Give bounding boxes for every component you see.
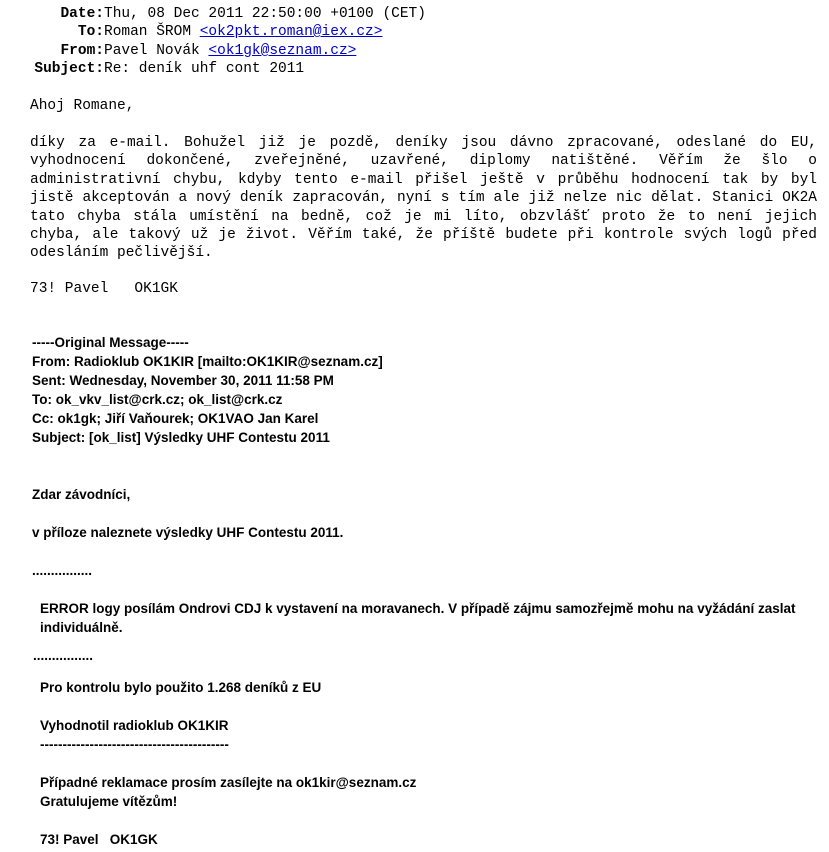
original-intro: v příloze naleznete výsledky UHF Contestu 2011. bbox=[32, 525, 344, 540]
reply-signature: 73! Pavel OK1GK bbox=[30, 281, 178, 297]
original-subject: Subject: [ok_list] Výsledky UHF Contestu 2011 bbox=[32, 430, 330, 445]
header-to-row bbox=[0, 23, 382, 41]
original-cc: Cc: ok1gk; Jiří Vaňourek; OK1VAO Jan Karel bbox=[32, 411, 319, 426]
control-line: Pro kontrolu bylo použito 1.268 deníků z EU bbox=[40, 680, 322, 695]
date-value: Thu, 08 Dec 2011 22:50:00 +0100 (CET) bbox=[104, 6, 426, 22]
original-sent: Sent: Wednesday, November 30, 2011 11:58 PM bbox=[32, 373, 334, 388]
evaluated-line: Vyhodnotil radioklub OK1KIR bbox=[40, 718, 229, 733]
to-email-link[interactable]: <ok2pkt.roman@iex.cz> bbox=[199, 24, 383, 40]
congrats-line: Gratulujeme vítězům! bbox=[40, 794, 178, 809]
error-line-1: ERROR logy posílám Ondrovi CDJ k vystavení na moravanech. V případě zájmu samozřejmě mohu na vyžádání zaslat bbox=[40, 601, 796, 616]
date-label: Date: bbox=[60, 6, 104, 22]
reply-greeting: Ahoj Romane, bbox=[30, 98, 135, 114]
original-from: From: Radioklub OK1KIR [mailto:OK1KIR@seznam.cz] bbox=[32, 354, 383, 369]
to-label: To: bbox=[77, 24, 104, 40]
reply-body: díky za e-mail. Bohužel již je pozdě, deníky jsou dávno zpracované, odeslané do EU, vyhodnocení dokončené, zveřejněné, uzavřené, diplomy natištěné. Věřím že šlo o administrativní chybu, kdyby tento e-mail přišel ještě v průběhu hodnocení tak by byl jistě akceptován a nový deník zapracován, nyní s tím ale již nelze nic dělat. Stanici OK2A tato chyba stála umístění na bedně, což je mi líto, obzvlášť proto že to není jejich chyba, ale takový už je život. Věřím také, že příště budete při kontrole svých logů před odesláním pečlivější. bbox=[30, 135, 817, 262]
error-line-2: individuálně. bbox=[40, 620, 123, 635]
from-email-link[interactable]: <ok1gk@seznam.cz> bbox=[208, 43, 357, 59]
header-date-row bbox=[0, 5, 426, 23]
claims-line: Případné reklamace prosím zasílejte na ok1kir@seznam.cz bbox=[40, 775, 417, 790]
from-name: Pavel Novák bbox=[104, 43, 209, 59]
to-name: Roman ŠROM bbox=[104, 24, 200, 40]
original-separator: -----Original Message----- bbox=[32, 335, 189, 350]
original-signature: 73! Pavel OK1GK bbox=[40, 832, 158, 847]
subject-label: Subject: bbox=[34, 61, 104, 77]
header-from-row bbox=[0, 42, 356, 60]
original-greeting: Zdar závodníci, bbox=[32, 487, 131, 502]
header-subject-row bbox=[0, 60, 304, 78]
dash-divider: ------------------------------------------ bbox=[40, 737, 229, 752]
original-to: To: ok_vkv_list@crk.cz; ok_list@crk.cz bbox=[32, 392, 283, 407]
original-dots-2: ................ bbox=[33, 648, 94, 663]
subject-value: Re: deník uhf cont 2011 bbox=[104, 61, 305, 77]
from-label: From: bbox=[60, 43, 104, 59]
original-dots-1: ................ bbox=[32, 563, 93, 578]
